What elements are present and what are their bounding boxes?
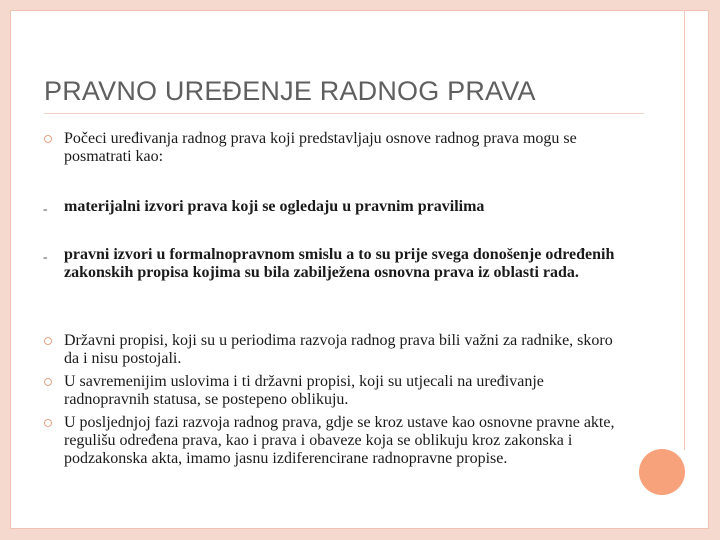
ring-bullet-icon [44,419,52,427]
title-divider [44,113,644,114]
ring-bullet-icon [44,135,52,143]
bullet-item-6: U posljednjoj fazi razvoja radnog prava, gdje se kroz ustave kao osnovne pravne akte, regulišu određena prava, kao i prava i obaveze koja se oblikuju kroz zakonska i podzakonska akta, imamo jasnu izdiferencirane radnopravne propise. [64,414,615,467]
dash-bullet-icon: - [43,201,48,216]
slide-title: PRAVNO UREĐENJE RADNOG PRAVA [44,76,536,106]
bullet-item-1: Počeci uređivanja radnog prava koji predstavljaju osnove radnog prava mogu se posmatrati kao: [64,130,577,165]
dash-bullet-icon: - [43,249,48,264]
decorative-circle [639,449,685,495]
ring-bullet-icon [44,378,52,386]
decorative-vertical-line [684,10,685,450]
bullet-item-3: pravni izvori u formalnopravnom smislu a to su prije svega donošenje određenih zakonskih propisa kojima su bila zabilježena osnovna prava iz oblasti rada. [64,246,615,281]
bullet-item-2: materijalni izvori prava koji se ogledaju u pravnim pravilima [64,198,485,215]
ring-bullet-icon [44,337,52,345]
bullet-item-5: U savremenijim uslovima i ti državni propisi, koji su utjecali na uređivanje radnopravnih statusa, se postepeno oblikuju. [64,373,544,408]
bullet-item-4: Državni propisi, koji su u periodima razvoja radnog prava bili važni za radnike, skoro da i nisu postojali. [64,332,613,367]
